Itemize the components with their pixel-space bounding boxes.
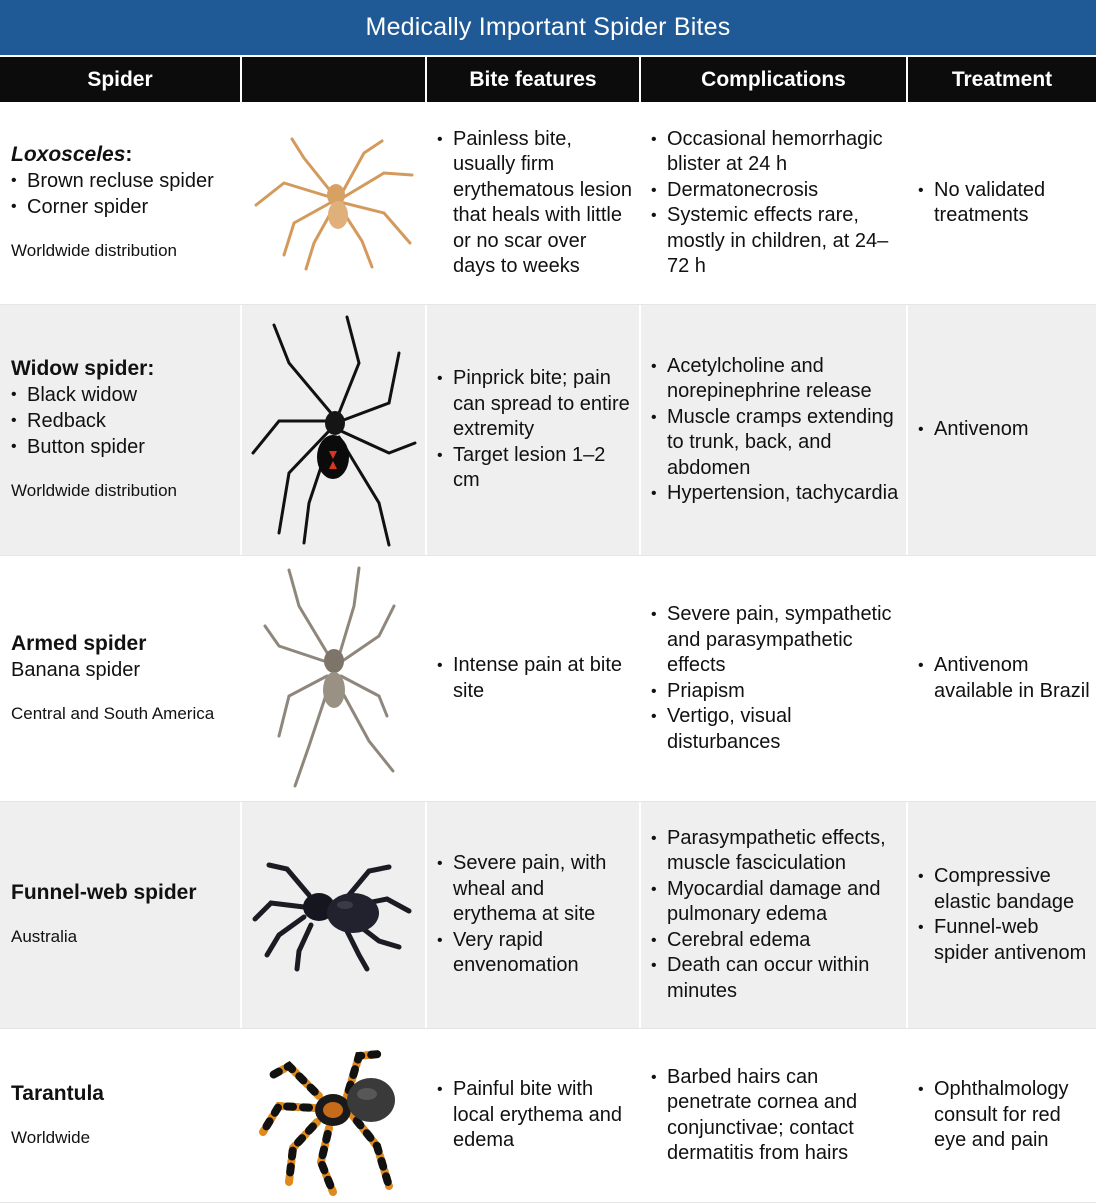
spider-name: Loxosceles: (11, 143, 133, 166)
list-item: • No validated treatments (918, 178, 1090, 229)
list-item: • Pinprick bite; pain can spread to entire extremity (437, 366, 633, 443)
spider-name: Widow spider: (11, 357, 155, 380)
distribution-label: Australia (11, 927, 78, 946)
image-cell (242, 305, 427, 555)
table-header (0, 55, 1096, 102)
list-item: • Acetylcholine and norepinephrine release (651, 354, 900, 405)
spider-alt-name: Banana spider (11, 658, 140, 681)
list-item: • Muscle cramps extending to trunk, back, and abdomen (651, 405, 900, 482)
list-item: • Myocardial damage and pulmonary edema (651, 877, 900, 928)
list-item: • Severe pain, sympathetic and parasympathetic effects (651, 602, 900, 679)
complications-cell (641, 305, 908, 555)
list-item: • Funnel-web spider antivenom (918, 915, 1090, 966)
list-item: • Severe pain, with wheal and erythema at site (437, 851, 633, 928)
list-item: • Antivenom (918, 417, 1090, 443)
list-item: • Corner spider (11, 194, 240, 220)
spider-cell (0, 556, 242, 801)
list-item: • Redback (11, 408, 240, 434)
page-title: Medically Important Spider Bites (0, 0, 1096, 55)
list-item: • Parasympathetic effects, muscle fasciculation (651, 826, 900, 877)
list-item: • Systemic effects rare, mostly in children, at 24–72 h (651, 203, 900, 280)
spider-cell (0, 802, 242, 1028)
table-row (0, 802, 1096, 1029)
treatment-cell (908, 305, 1096, 555)
treatment-cell (908, 802, 1096, 1028)
table-row (0, 556, 1096, 802)
tarantula-image (249, 1036, 419, 1196)
header-spider: Spider (0, 57, 242, 102)
header-image (242, 57, 427, 102)
spider-name: Armed spider (11, 631, 147, 655)
spider-cell (0, 1029, 242, 1202)
header-complications: Complications (641, 57, 908, 102)
bite-features-cell (427, 1029, 641, 1202)
header-bite-features: Bite features (427, 57, 641, 102)
list-item: • Brown recluse spider (11, 168, 240, 194)
bite-features-cell (427, 102, 641, 304)
list-item: • Death can occur within minutes (651, 953, 900, 1004)
bite-features-cell (427, 556, 641, 801)
list-item: • Painful bite with local erythema and edema (437, 1077, 633, 1154)
treatment-cell (908, 556, 1096, 801)
list-item: • Priapism (651, 679, 900, 705)
distribution-label: Central and South America (11, 703, 215, 723)
table-row (0, 305, 1096, 556)
image-cell (242, 1029, 427, 1202)
table-row (0, 102, 1096, 305)
armed-spider-image (259, 566, 409, 791)
spider-types (11, 382, 240, 460)
complications-cell (641, 102, 908, 304)
list-item: • Ophthalmology consult for red eye and pain (918, 1077, 1090, 1154)
image-cell (242, 102, 427, 304)
list-item: • Compressive elastic bandage (918, 864, 1090, 915)
treatment-cell (908, 1029, 1096, 1202)
list-item: • Vertigo, visual disturbances (651, 704, 900, 755)
bite-features-cell (427, 305, 641, 555)
list-item: • Barbed hairs can penetrate cornea and conjunctivae; contact dermatitis from hairs (651, 1065, 900, 1167)
complications-cell (641, 1029, 908, 1202)
list-item: • Black widow (11, 382, 240, 408)
list-item: • Button spider (11, 434, 240, 460)
complications-cell (641, 802, 908, 1028)
distribution-label: Worldwide (11, 1127, 91, 1147)
list-item: • Hypertension, tachycardia (651, 481, 900, 507)
list-item: • Very rapid envenomation (437, 928, 633, 979)
list-item: • Intense pain at bite site (437, 653, 633, 704)
list-item: • Target lesion 1–2 cm (437, 443, 633, 494)
list-item: • Painless bite, usually firm erythematous lesion that heals with little or no scar over days to weeks (437, 127, 633, 280)
image-cell (242, 556, 427, 801)
distribution-label: Worldwide distribution (11, 241, 177, 260)
list-item: • Occasional hemorrhagic blister at 24 h (651, 127, 900, 178)
complications-cell (641, 556, 908, 801)
funnel-web-spider-image (249, 855, 419, 975)
black-widow-spider-image (249, 313, 419, 548)
list-item: • Dermatonecrosis (651, 178, 900, 204)
treatment-cell (908, 102, 1096, 304)
list-item: • Cerebral edema (651, 928, 900, 954)
spider-cell (0, 305, 242, 555)
image-cell (242, 802, 427, 1028)
spider-name: Funnel-web spider (11, 881, 197, 904)
distribution-label: Worldwide distribution (11, 481, 177, 500)
table-row (0, 1029, 1096, 1203)
spider-name: Tarantula (11, 1081, 104, 1105)
spider-cell (0, 102, 242, 304)
brown-recluse-spider-image (244, 133, 424, 273)
spider-types (11, 168, 240, 220)
header-treatment: Treatment (951, 67, 1053, 91)
bite-features-cell (427, 802, 641, 1028)
list-item: • Antivenom available in Brazil (918, 653, 1090, 704)
